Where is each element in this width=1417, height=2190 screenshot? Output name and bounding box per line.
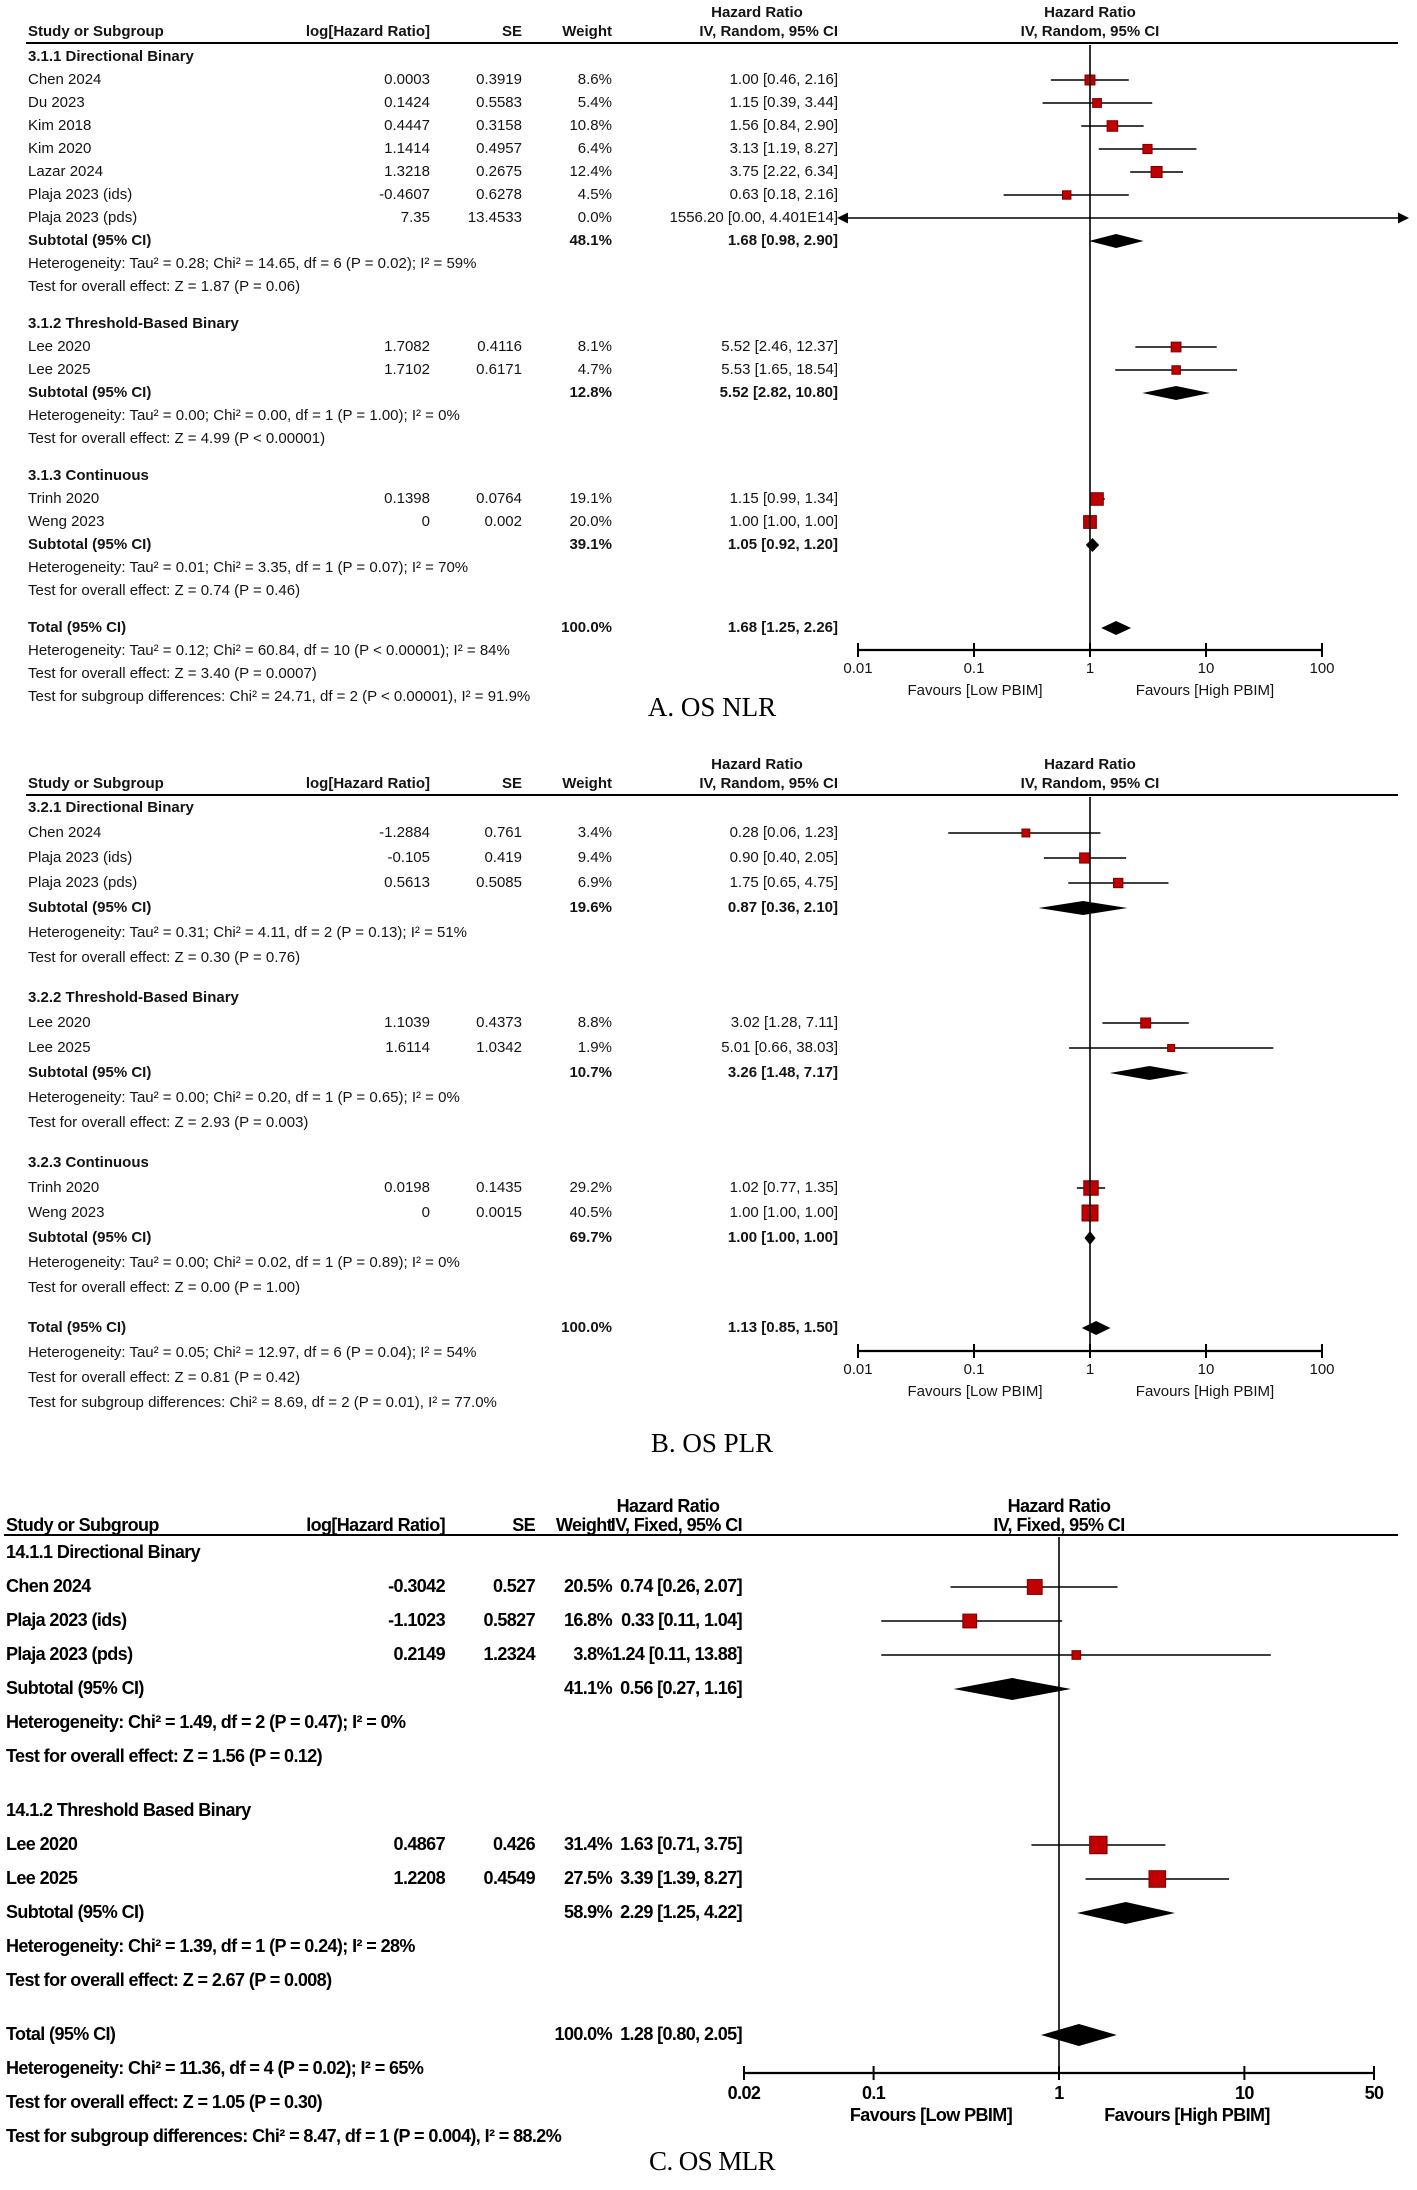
ci-value: 3.13 [1.19, 8.27] [729,140,838,157]
weight-value: 10.8% [569,117,612,134]
axis-tick-label: 100 [1309,660,1335,677]
loghr-value: 1.1414 [384,140,430,157]
subgroup-test-text: Test for subgroup differences: Chi² = 8.69, df = 2 (P = 0.01), I² = 77.0% [28,1394,497,1411]
subtotal-ci: 5.52 [2.82, 10.80] [719,384,838,401]
panel-label: B. OS PLR [650,1428,774,1458]
loghr-value: 0.1398 [384,490,430,507]
loghr-value: -0.105 [387,849,430,866]
se-value: 0.0015 [476,1204,522,1221]
loghr-value: 1.7082 [384,338,430,355]
subtotal-ci: 1.05 [0.92, 1.20] [727,536,838,553]
weight-value: 4.5% [577,186,612,203]
ci-value: 0.33 [0.11, 1.04] [621,1610,742,1630]
subtotal-ci: 1.00 [1.00, 1.00] [727,1229,838,1246]
forest-diamond [1089,234,1144,248]
study-label: Lee 2020 [28,1014,91,1031]
loghr-value: -1.2884 [379,824,430,841]
weight-value: 1.9% [577,1039,612,1056]
column-header-se: SE [501,23,522,40]
study-label: Weng 2023 [28,513,105,530]
header-rule [4,1534,1398,1536]
subtotal-weight: 58.9% [563,1902,612,1922]
ci-value: 5.53 [1.65, 18.54] [721,361,838,378]
ci-value: 1.24 [0.11, 13.88] [611,1644,742,1664]
ci-value: 1.02 [0.77, 1.35] [729,1179,838,1196]
column-header-weight: Weight [562,775,612,792]
se-value: 0.5827 [483,1610,535,1630]
plot-header-ci-model: IV, Random, 95% CI [1020,775,1160,792]
column-header-loghr: log[Hazard Ratio] [306,1515,445,1535]
subtotal-ci: 2.29 [1.25, 4.22] [620,1902,742,1922]
total-ci: 1.28 [0.80, 2.05] [620,2024,742,2044]
subtotal-weight: 19.6% [569,899,612,916]
axis-tick-label: 0.01 [843,660,873,677]
study-label: Lee 2025 [28,361,91,378]
weight-value: 27.5% [563,1868,612,1888]
loghr-value: 0.1424 [384,94,430,111]
forest-square [1090,1836,1107,1853]
plot-header-ci-model: IV, Fixed, 95% CI [993,1515,1125,1535]
se-value: 0.4549 [483,1868,535,1888]
total-heterogeneity-text: Heterogeneity: Tau² = 0.12; Chi² = 60.84, df = 10 (P < 0.00001); I² = 84% [28,642,510,659]
axis-tick-label: 0.1 [963,660,985,677]
ci-value: 0.74 [0.26, 2.07] [620,1576,742,1596]
se-value: 0.3158 [476,117,522,134]
loghr-value: 1.3218 [384,163,430,180]
subtotal-label: Subtotal (95% CI) [28,232,152,249]
favours-right-label: Favours [High PBIM] [1135,682,1275,699]
ci-value: 1.56 [0.84, 2.90] [729,117,838,134]
subtotal-label: Subtotal (95% CI) [6,1902,144,1922]
study-label: Du 2023 [28,94,85,111]
favours-right-label: Favours [High PBIM] [1104,2105,1270,2125]
section-title: 14.1.1 Directional Binary [6,1542,201,1562]
axis-tick-label: 1 [1085,1361,1095,1378]
ci-value: 1.00 [1.00, 1.00] [729,513,838,530]
ci-arrow-right-icon [1398,213,1409,224]
forest-diamond [1101,621,1131,635]
loghr-value: 1.2208 [393,1868,445,1888]
se-value: 0.5583 [476,94,522,111]
panel-os-plr [0,742,1417,1468]
study-label: Plaja 2023 (pds) [6,1644,133,1664]
hazard-ratio-header: Hazard Ratio [1044,4,1136,21]
se-value: 1.0342 [476,1039,522,1056]
loghr-value: -0.3042 [388,1576,445,1596]
loghr-value: 0.0003 [384,71,430,88]
subtotal-weight: 39.1% [569,536,612,553]
subtotal-ci: 0.87 [0.36, 2.10] [727,899,838,916]
overall-test-text: Test for overall effect: Z = 1.56 (P = 0.12) [6,1746,323,1766]
total-weight: 100.0% [561,619,612,636]
weight-value: 8.6% [577,71,612,88]
subtotal-weight: 12.8% [569,384,612,401]
column-header-loghr: log[Hazard Ratio] [305,23,430,40]
column-header-ci-model: IV, Fixed, 95% CI [610,1515,742,1535]
column-header-se: SE [512,1515,535,1535]
weight-value: 20.0% [569,513,612,530]
forest-diamond [1110,1066,1189,1080]
forest-square [1151,166,1162,177]
overall-test-text: Test for overall effect: Z = 0.30 (P = 0.76) [28,949,301,966]
forest-diamond [1039,901,1128,915]
panel-label: C. OS MLR [649,2146,775,2176]
total-heterogeneity-text: Heterogeneity: Chi² = 11.36, df = 4 (P = 0.02); I² = 65% [6,2058,424,2078]
total-ci: 1.68 [1.25, 2.26] [727,619,838,636]
column-header-ci-model: IV, Random, 95% CI [699,775,838,792]
axis-tick-label: 1 [1085,660,1095,677]
se-value: 0.761 [484,824,522,841]
hazard-ratio-header: Hazard Ratio [616,1496,720,1516]
se-value: 0.1435 [476,1179,522,1196]
study-label: Lee 2025 [28,1039,91,1056]
se-value: 0.2675 [476,163,522,180]
ci-value: 3.02 [1.28, 7.11] [730,1014,838,1031]
column-header-study: Study or Subgroup [28,775,164,792]
forest-square [1084,1181,1098,1195]
study-label: Chen 2024 [28,71,102,88]
overall-test-text: Test for overall effect: Z = 0.00 (P = 1.00) [28,1279,301,1296]
overall-test-text: Test for overall effect: Z = 2.93 (P = 0.003) [28,1114,309,1131]
weight-value: 8.8% [577,1014,612,1031]
loghr-value: 0 [421,513,430,530]
loghr-value: 1.1039 [384,1014,430,1031]
total-overall-test-text: Test for overall effect: Z = 3.40 (P = 0.0007) [28,665,317,682]
loghr-value: -0.4607 [379,186,430,203]
ci-value: 1.15 [0.39, 3.44] [729,94,838,111]
panel-os-nlr [0,2,1417,740]
se-value: 0.3919 [476,71,522,88]
axis-tick-label: 1 [1054,2083,1064,2103]
plot-header-ci-model: IV, Random, 95% CI [1020,23,1160,40]
forest-square [1107,121,1118,132]
total-label: Total (95% CI) [28,619,127,636]
weight-value: 5.4% [577,94,612,111]
se-value: 1.2324 [483,1644,535,1664]
column-header-ci-model: IV, Random, 95% CI [699,23,838,40]
weight-value: 19.1% [569,490,612,507]
axis-tick-label: 0.1 [861,2083,886,2103]
subtotal-weight: 69.7% [569,1229,612,1246]
forest-square [1072,1651,1081,1660]
column-header-study: Study or Subgroup [28,23,164,40]
overall-test-text: Test for overall effect: Z = 4.99 (P < 0.00001) [28,430,326,447]
se-value: 0.5085 [476,874,522,891]
study-label: Lee 2020 [28,338,91,355]
weight-value: 6.4% [577,140,612,157]
subtotal-label: Subtotal (95% CI) [28,384,152,401]
total-ci: 1.13 [0.85, 1.50] [727,1319,838,1336]
forest-diamond [1082,1321,1111,1335]
forest-square [1114,878,1123,887]
ci-value: 5.01 [0.66, 38.03] [721,1039,838,1056]
favours-left-label: Favours [Low PBIM] [849,2105,1013,2125]
ci-value: 1.75 [0.65, 4.75] [729,874,838,891]
ci-value: 3.75 [2.22, 6.34] [729,163,838,180]
forest-square [1022,829,1030,837]
forest-square [1063,191,1071,199]
weight-value: 20.5% [563,1576,612,1596]
heterogeneity-text: Heterogeneity: Tau² = 0.28; Chi² = 14.65, df = 6 (P = 0.02); I² = 59% [28,255,477,272]
subtotal-weight: 10.7% [569,1064,612,1081]
subtotal-label: Subtotal (95% CI) [28,536,152,553]
forest-square [1149,1871,1166,1888]
axis-tick-label: 0.1 [963,1361,985,1378]
se-value: 0.527 [492,1576,535,1596]
total-heterogeneity-text: Heterogeneity: Tau² = 0.05; Chi² = 12.97, df = 6 (P = 0.04); I² = 54% [28,1344,477,1361]
axis-tick-label: 10 [1197,660,1215,677]
weight-value: 12.4% [569,163,612,180]
se-value: 0.419 [484,849,522,866]
weight-value: 31.4% [563,1834,612,1854]
study-label: Trinh 2020 [28,490,100,507]
study-label: Lazar 2024 [28,163,104,180]
study-label: Chen 2024 [28,824,102,841]
loghr-value: -1.1023 [388,1610,445,1630]
study-label: Plaja 2023 (pds) [28,209,138,226]
section-title: 14.1.2 Threshold Based Binary [6,1800,251,1820]
loghr-value: 0.5613 [384,874,430,891]
study-label: Plaja 2023 (ids) [28,186,133,203]
forest-square [1168,1044,1175,1051]
heterogeneity-text: Heterogeneity: Tau² = 0.01; Chi² = 3.35, df = 1 (P = 0.07); I² = 70% [28,559,469,576]
axis-tick-label: 0.01 [843,1361,873,1378]
column-header-se: SE [501,775,522,792]
subtotal-weight: 41.1% [563,1678,612,1698]
se-value: 0.426 [492,1834,535,1854]
forest-square [963,1614,977,1628]
weight-value: 16.8% [563,1610,612,1630]
study-label: Weng 2023 [28,1204,105,1221]
subgroup-test-text: Test for subgroup differences: Chi² = 8.47, df = 1 (P = 0.004), I² = 88.2% [6,2126,562,2146]
axis-tick-label: 100 [1309,1361,1335,1378]
heterogeneity-text: Heterogeneity: Tau² = 0.00; Chi² = 0.00, df = 1 (P = 1.00); I² = 0% [28,407,460,424]
column-header-weight: Weight [555,1515,612,1535]
weight-value: 8.1% [577,338,612,355]
ci-value: 1.00 [0.46, 2.16] [729,71,838,88]
forest-square [1143,144,1152,153]
ci-value: 5.52 [2.46, 12.37] [721,338,838,355]
study-label: Plaja 2023 (ids) [28,849,133,866]
se-value: 0.4116 [477,338,522,355]
loghr-value: 0.4447 [384,117,430,134]
heterogeneity-text: Heterogeneity: Chi² = 1.49, df = 2 (P = 0.47); I² = 0% [6,1712,406,1732]
overall-test-text: Test for overall effect: Z = 1.87 (P = 0.06) [28,278,301,295]
overall-test-text: Test for overall effect: Z = 0.74 (P = 0.46) [28,582,301,599]
header-rule [26,794,1398,796]
favours-left-label: Favours [Low PBIM] [907,1383,1043,1400]
weight-value: 0.0% [577,209,612,226]
favours-left-label: Favours [Low PBIM] [907,682,1043,699]
se-value: 0.6278 [476,186,522,203]
loghr-value: 1.7102 [384,361,430,378]
subtotal-ci: 3.26 [1.48, 7.17] [727,1064,838,1081]
axis-tick-label: 50 [1364,2083,1384,2103]
study-label: Chen 2024 [6,1576,91,1596]
section-title: 3.1.3 Continuous [28,467,149,484]
heterogeneity-text: Heterogeneity: Tau² = 0.00; Chi² = 0.02, df = 1 (P = 0.89); I² = 0% [28,1254,460,1271]
forest-square [1171,342,1181,352]
column-header-loghr: log[Hazard Ratio] [305,775,430,792]
study-label: Kim 2020 [28,140,92,157]
section-title: 3.1.2 Threshold-Based Binary [28,315,239,332]
total-overall-test-text: Test for overall effect: Z = 0.81 (P = 0.42) [28,1369,301,1386]
subtotal-label: Subtotal (95% CI) [6,1678,144,1698]
heterogeneity-text: Heterogeneity: Tau² = 0.00; Chi² = 0.20, df = 1 (P = 0.65); I² = 0% [28,1089,460,1106]
ci-value: 0.63 [0.18, 2.16] [729,186,838,203]
column-header-study: Study or Subgroup [6,1515,159,1535]
se-value: 0.6171 [476,361,522,378]
ci-value: 0.90 [0.40, 2.05] [729,849,838,866]
loghr-value: 0.2149 [393,1644,445,1664]
study-label: Trinh 2020 [28,1179,100,1196]
subtotal-ci: 1.68 [0.98, 2.90] [727,232,838,249]
ci-arrow-left-icon [837,213,848,224]
forest-diamond [1041,2024,1117,2046]
se-value: 13.4533 [467,209,522,226]
heterogeneity-text: Heterogeneity: Tau² = 0.31; Chi² = 4.11, df = 2 (P = 0.13); I² = 51% [28,924,468,941]
panel-label: A. OS NLR [647,692,777,722]
forest-diamond [1086,538,1099,552]
study-label: Plaja 2023 (ids) [6,1610,127,1630]
total-weight: 100.0% [554,2024,612,2044]
section-title: 3.2.2 Threshold-Based Binary [28,989,239,1006]
ci-value: 3.39 [1.39, 8.27] [620,1868,742,1888]
weight-value: 29.2% [569,1179,612,1196]
header-rule [26,42,1398,44]
forest-square [1141,1018,1151,1028]
study-label: Kim 2018 [28,117,92,134]
subgroup-test-text: Test for subgroup differences: Chi² = 24.71, df = 2 (P < 0.00001), I² = 91.9% [28,688,531,705]
section-title: 3.2.3 Continuous [28,1154,149,1171]
hazard-ratio-header: Hazard Ratio [1044,756,1136,773]
axis-tick-label: 10 [1197,1361,1215,1378]
forest-square [1172,366,1181,375]
forest-square [1091,493,1104,506]
subtotal-label: Subtotal (95% CI) [28,899,152,916]
forest-diamond [1077,1902,1175,1924]
ci-value: 0.28 [0.06, 1.23] [729,824,838,841]
loghr-value: 1.6114 [385,1039,430,1056]
total-overall-test-text: Test for overall effect: Z = 1.05 (P = 0.30) [6,2092,323,2112]
loghr-value: 0.0198 [384,1179,430,1196]
forest-square [1080,853,1090,863]
axis-tick-label: 10 [1234,2083,1254,2103]
study-label: Plaja 2023 (pds) [28,874,138,891]
weight-value: 6.9% [577,874,612,891]
ci-value: 1.63 [0.71, 3.75] [620,1834,742,1854]
hazard-ratio-header: Hazard Ratio [1007,1496,1111,1516]
weight-value: 3.4% [577,824,612,841]
loghr-value: 7.35 [400,209,430,226]
weight-value: 3.8% [573,1644,612,1664]
weight-value: 4.7% [577,361,612,378]
subtotal-label: Subtotal (95% CI) [28,1064,152,1081]
total-label: Total (95% CI) [6,2024,116,2044]
study-label: Lee 2020 [6,1834,78,1854]
column-header-weight: Weight [562,23,612,40]
weight-value: 9.4% [577,849,612,866]
section-title: 3.1.1 Directional Binary [28,48,194,65]
total-label: Total (95% CI) [28,1319,127,1336]
hazard-ratio-header: Hazard Ratio [711,4,803,21]
weight-value: 40.5% [569,1204,612,1221]
overall-test-text: Test for overall effect: Z = 2.67 (P = 0.008) [6,1970,332,1990]
forest-square [1027,1580,1042,1595]
forest-square [1093,99,1102,108]
subtotal-weight: 48.1% [569,232,612,249]
ci-value: 1.15 [0.99, 1.34] [729,490,838,507]
ci-value: 1.00 [1.00, 1.00] [729,1204,838,1221]
total-weight: 100.0% [561,1319,612,1336]
se-value: 0.4373 [476,1014,522,1031]
panel-os-mlr [0,1482,1417,2190]
study-label: Lee 2025 [6,1868,78,1888]
se-value: 0.0764 [476,490,522,507]
se-value: 0.002 [484,513,522,530]
loghr-value: 0.4867 [393,1834,445,1854]
loghr-value: 0 [421,1204,430,1221]
ci-value: 1556.20 [0.00, 4.401E14] [669,209,838,226]
forest-diamond [1142,386,1210,400]
axis-tick-label: 0.02 [727,2083,761,2103]
forest-diamond [954,1678,1071,1700]
favours-right-label: Favours [High PBIM] [1135,1383,1275,1400]
subtotal-ci: 0.56 [0.27, 1.16] [620,1678,742,1698]
heterogeneity-text: Heterogeneity: Chi² = 1.39, df = 1 (P = 0.24); I² = 28% [6,1936,415,1956]
subtotal-label: Subtotal (95% CI) [28,1229,152,1246]
hazard-ratio-header: Hazard Ratio [711,756,803,773]
section-title: 3.2.1 Directional Binary [28,799,194,816]
se-value: 0.4957 [476,140,522,157]
